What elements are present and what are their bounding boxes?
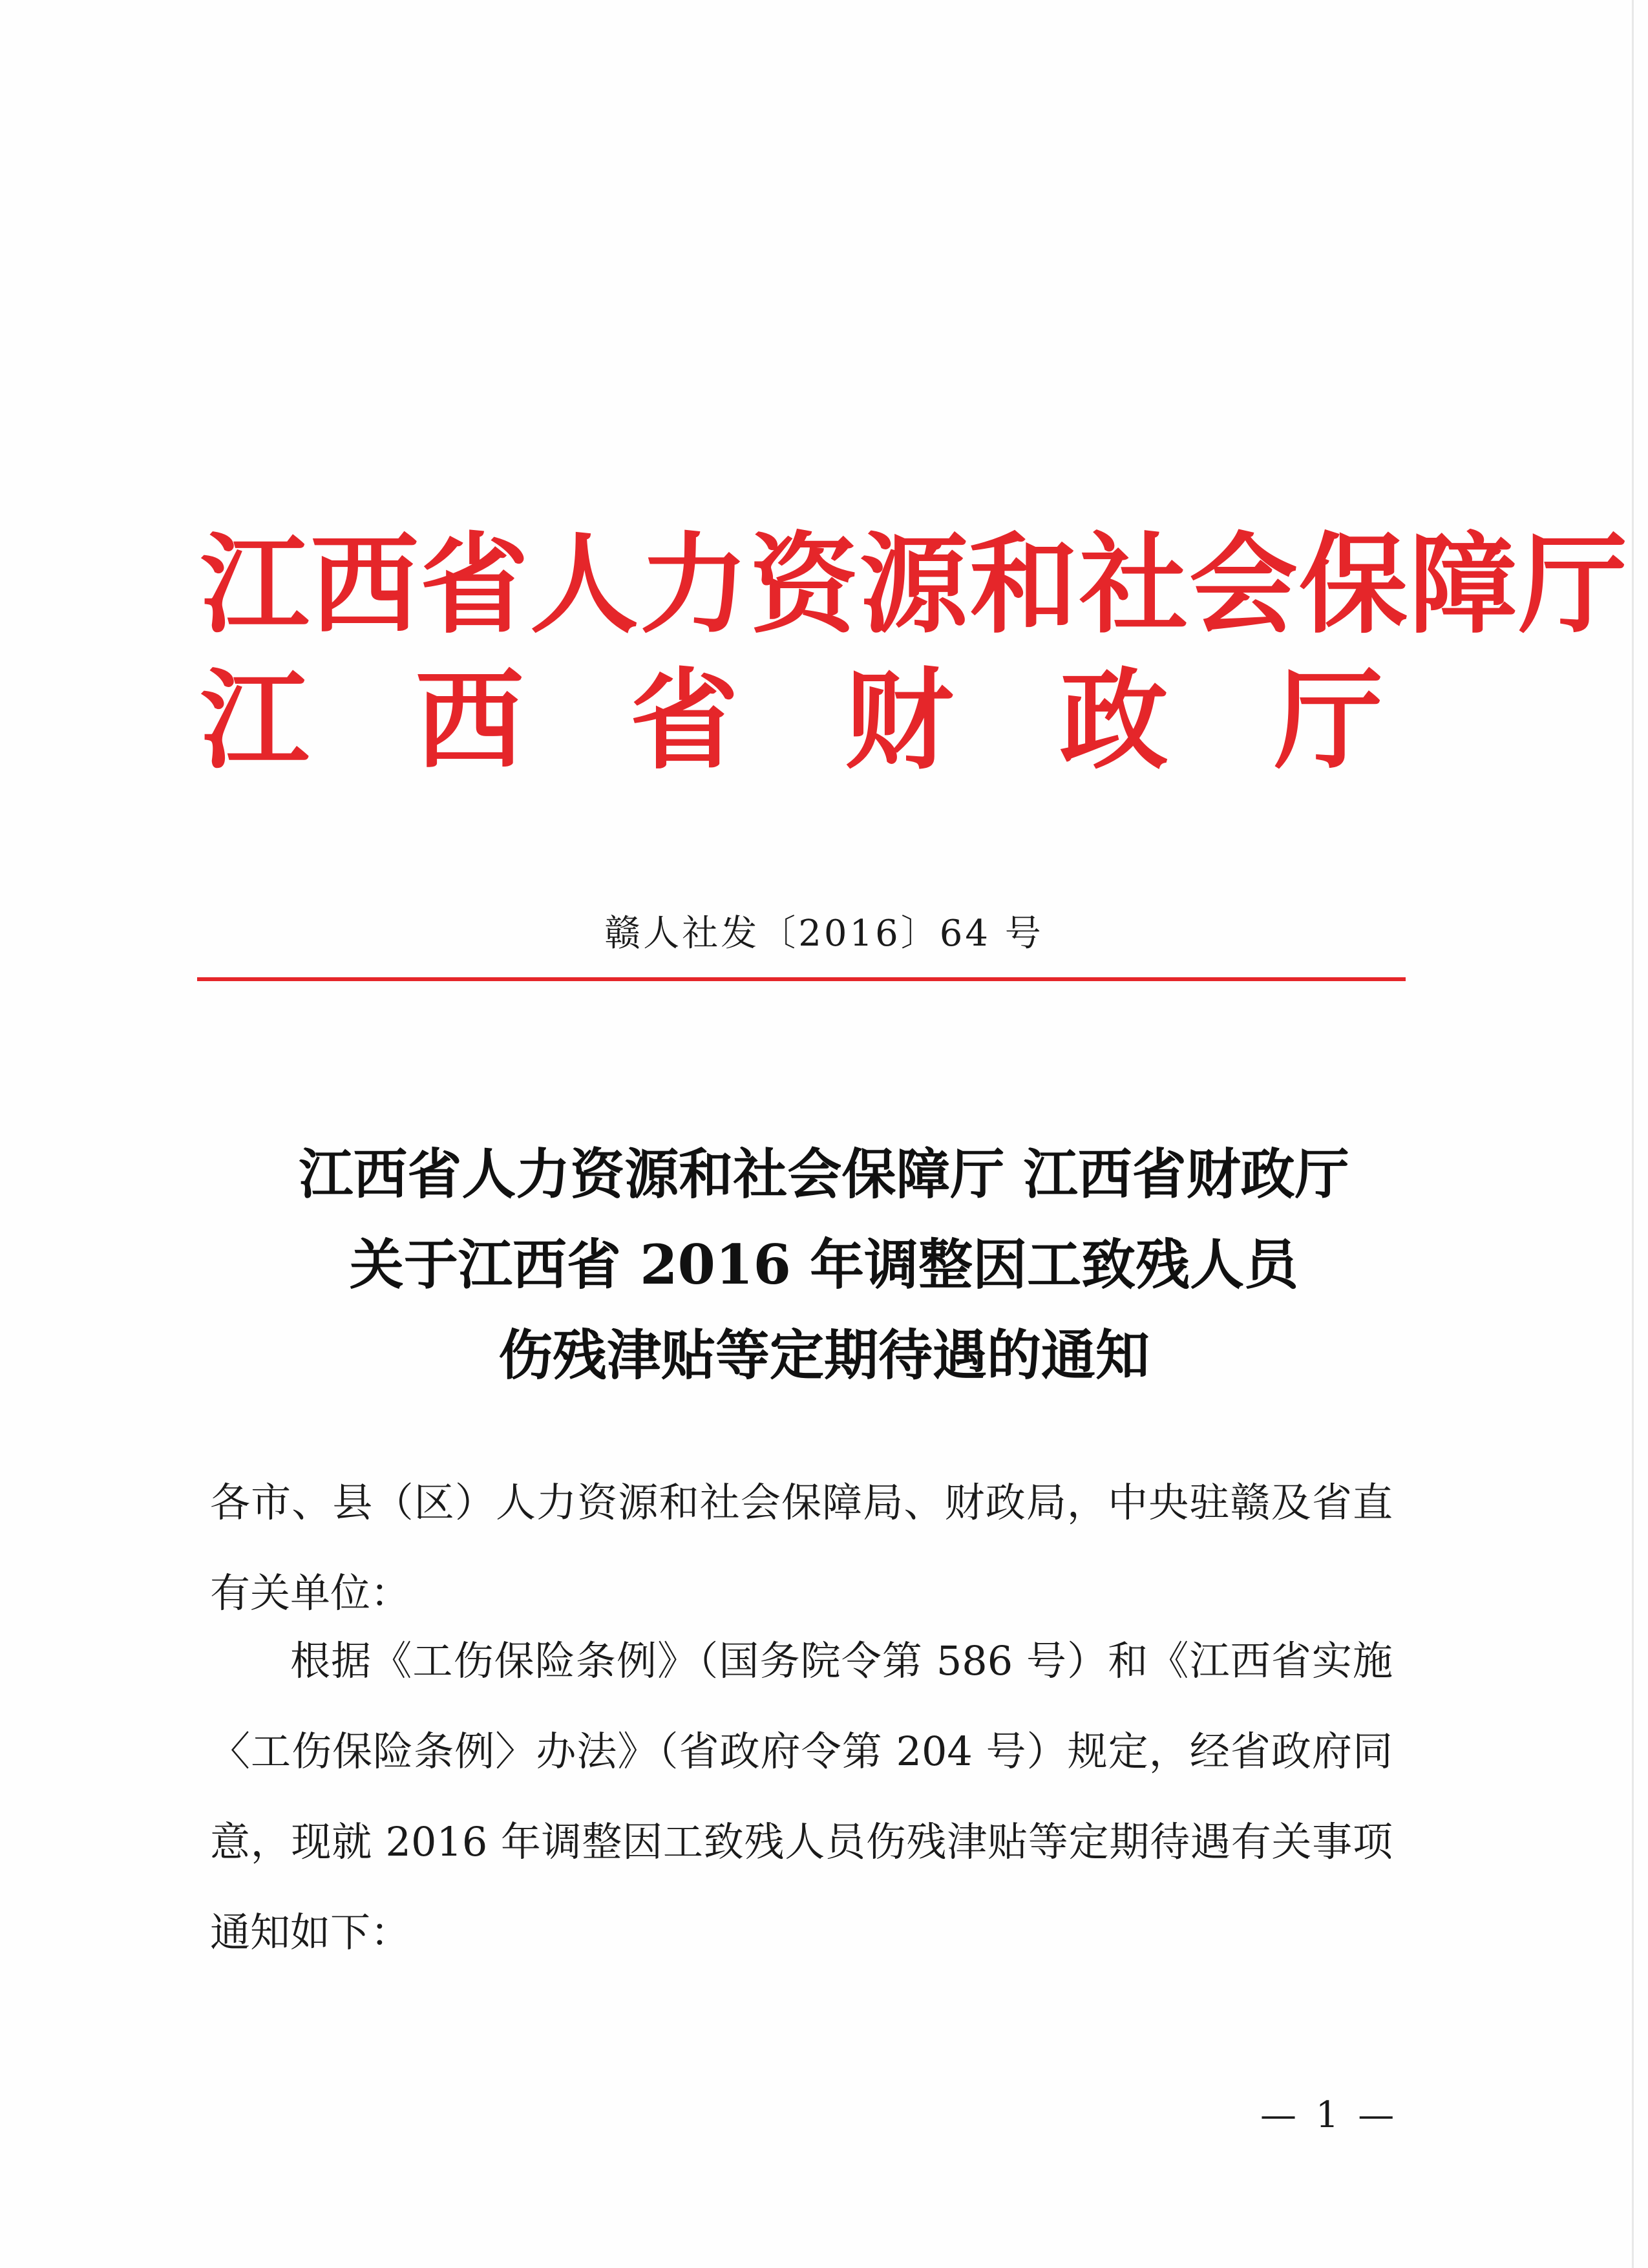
document-title-line-3: 伤残津贴等定期待遇的通知 <box>498 1323 1150 1387</box>
body-paragraph-1: 根据《工伤保险条例》（国务院令第 586 号）和《江西省实施〈工伤保险条例〉办法》（省政府令第 204 号）规定，经省政府同意，现就 2016 年调整因工致残人员伤残津贴等定期待遇有关事项通知如下： <box>210 1637 1393 1956</box>
document-title-line-2: 关于江西省 2016 年调整因工致残人员 <box>349 1233 1299 1297</box>
letterhead-line-2 <box>200 656 1383 784</box>
red-divider-line <box>197 977 1406 981</box>
letterhead-char: 江 <box>200 656 309 784</box>
letterhead-char: 政 <box>1059 656 1168 784</box>
document-number: 赣人社发〔2016〕64 号 <box>604 913 1044 955</box>
letterhead-char: 西 <box>415 656 524 784</box>
letterhead-char: 省 <box>629 656 739 784</box>
letterhead-line-1: 江西省人力资源和社会保障厅 <box>200 520 1629 648</box>
document-title-line-1: 江西省人力资源和社会保障厅 江西省财政厅 <box>299 1142 1349 1206</box>
page-number: — 1 — <box>1260 2094 1399 2136</box>
letterhead-char: 财 <box>845 656 954 784</box>
letterhead-char: 厅 <box>1274 656 1383 784</box>
salutation: 各市、县（区）人力资源和社会保障局、财政局，中央驻赣及省直有关单位： <box>210 1479 1393 1616</box>
scan-edge <box>1632 0 1634 2268</box>
